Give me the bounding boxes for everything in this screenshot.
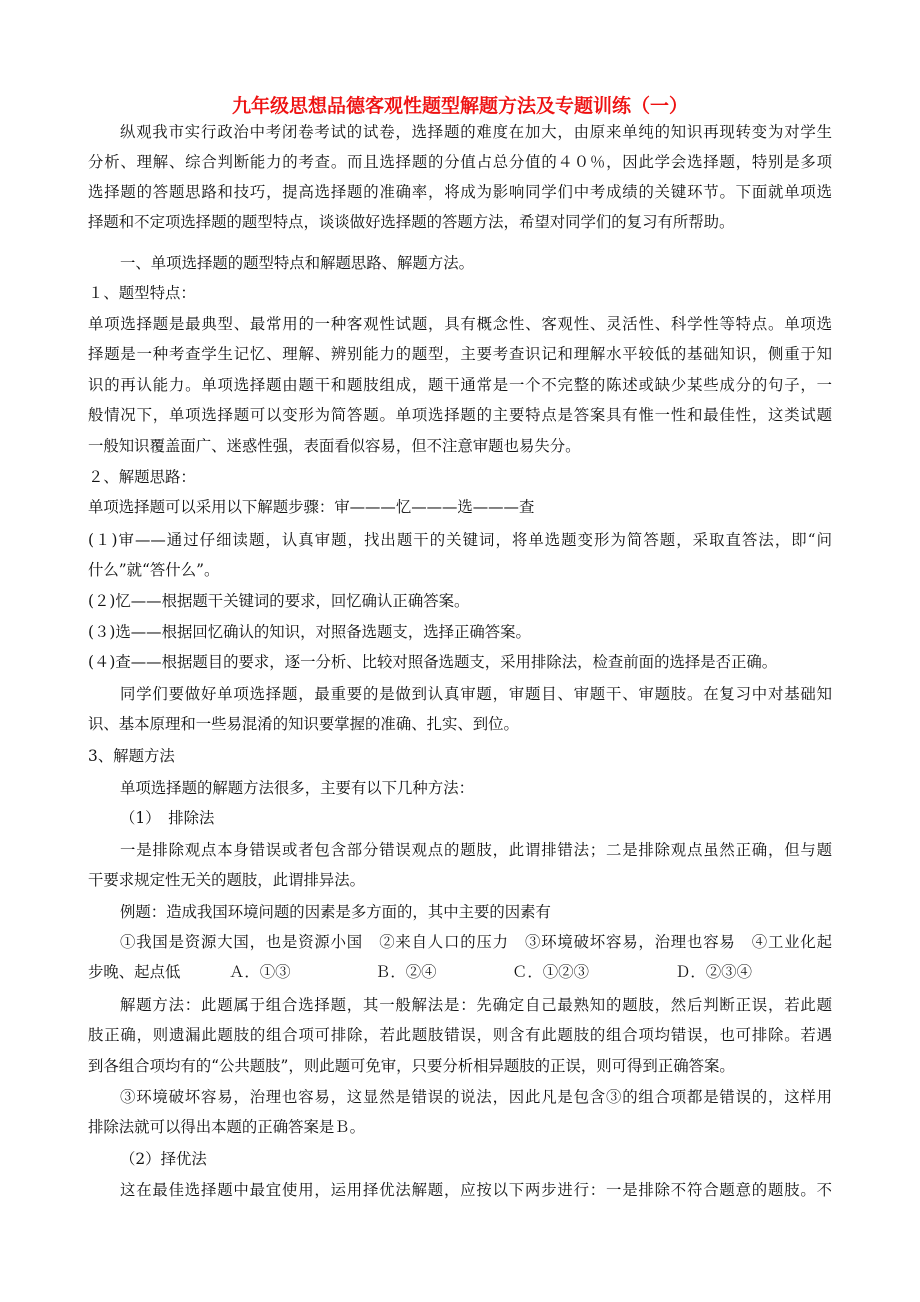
paragraph-line: 分析、理解、综合判断能力的考查。而且选择题的分值占总分值的４０％，因此学会选择题，特别是多项: [88, 153, 832, 171]
paragraph-line: 择题和不定项选择题的题型特点，谈谈做好选择题的答题方法，希望对同学们的复习有所帮助。: [88, 213, 735, 231]
option-b: Ｂ．②④: [375, 963, 437, 981]
option-c: Ｃ．①②③: [512, 963, 589, 981]
example-statements: 步晚、起点低: [88, 963, 181, 981]
paragraph-line: ③环境破坏容易，治理也容易，这显然是错误的说法，因此凡是包含③的组合项都是错误的，这样用: [120, 1088, 832, 1106]
paragraph-line: 单项选择题是最典型、最常用的一种客观性试题，具有概念性、客观性、灵活性、科学性等特点。单项选: [88, 315, 832, 333]
option-d: Ｄ．②③④: [675, 963, 752, 981]
paragraph-line: 一般知识覆盖面广、迷惑性强，表面看似容易，但不注意审题也易失分。: [88, 437, 581, 455]
paragraph-line: 干要求规定性无关的题肢，此谓排异法。: [88, 871, 366, 889]
paragraph-line: 排除法就可以得出本题的正确答案是Ｂ。: [88, 1118, 366, 1136]
paragraph-line: 选择题的答题思路和技巧，提高选择题的准确率，将成为影响同学们中考成绩的关键环节。下面就单项选: [88, 183, 832, 201]
paragraph-line: 识的再认能力。单项选择题由题干和题肢组成，题干通常是一个不完整的陈述或缺少某些成分的句子，一: [88, 376, 832, 394]
paragraph-line: (４)查——根据题目的要求，逐一分析、比较对照备选题支，采用排除法，检查前面的选择是否正确。: [88, 653, 778, 671]
paragraph-line: (３)选——根据回忆确认的知识，对照备选题支，选择正确答案。: [88, 623, 531, 641]
subsection-heading: ２、解题思路：: [88, 468, 196, 486]
paragraph-line: 单项选择题的解题方法很多，主要有以下几种方法：: [120, 779, 474, 797]
paragraph-line: 同学们要做好单项选择题，最重要的是做到认真审题，审题目、审题干、审题肢。在复习中对基础知: [120, 685, 832, 703]
paragraph-line: 解题方法：此题属于组合选择题，其一般解法是：先确定自己最熟知的题肢，然后判断正误，若此题: [120, 996, 832, 1014]
paragraph-line: 单项选择题可以采用以下解题步骤：审———忆———选———查: [88, 498, 535, 516]
option-a: Ａ．①③: [229, 963, 291, 981]
method-heading: （1） 排除法: [120, 809, 215, 827]
example-question: 例题：造成我国环境问题的因素是多方面的，其中主要的因素有: [120, 903, 551, 921]
document-title: 九年级思想品德客观性题型解题方法及专题训练（一）: [231, 95, 688, 117]
method-heading: （2）择优法: [120, 1150, 207, 1168]
paragraph-line: 择题是一种考查学生记忆、理解、辨别能力的题型，主要考查识记和理解水平较低的基础知识，侧重于知: [88, 345, 832, 363]
example-statements: ①我国是资源大国，也是资源小国 ②来自人口的压力 ③环境破坏容易，治理也容易 ④工业化起: [120, 933, 832, 951]
paragraph-line: 识、基本原理和一些易混淆的知识要掌握的准确、扎实、到位。: [88, 715, 519, 733]
paragraph-line: 般情况下，单项选择题可以变形为简答题。单项选择题的主要特点是答案具有惟一性和最佳性，这类试题: [88, 406, 832, 424]
subsection-heading: １、题型特点：: [88, 284, 196, 302]
paragraph-line: 这在最佳选择题中最宜使用，运用择优法解题，应按以下两步进行：一是排除不符合题意的题肢。不: [120, 1181, 832, 1199]
subsection-heading: 3、解题方法: [88, 747, 175, 765]
paragraph-line: 到各组合项均有的“公共题肢”，则此题可免审，只要分析相异题肢的正误，则可得到正确答案。: [88, 1057, 735, 1075]
paragraph-line: 纵观我市实行政治中考闭卷考试的试卷，选择题的难度在加大，由原来单纯的知识再现转变为对学生: [120, 123, 832, 141]
paragraph-line: (２)忆——根据题干关键词的要求，回忆确认正确答案。: [88, 592, 470, 610]
paragraph-line: 什么”就“答什么”。: [88, 561, 220, 579]
section-heading: 一、单项选择题的题型特点和解题思路、解题方法。: [120, 254, 474, 272]
paragraph-line: 肢正确，则遗漏此题肢的组合项可排除，若此题肢错误，则含有此题肢的组合项均错误，也可排除。若遇: [88, 1026, 832, 1044]
paragraph-line: (１)审——通过仔细读题，认真审题，找出题干的关键词，将单选题变形为简答题，采取直答法，即“问: [88, 531, 832, 549]
paragraph-line: 一是排除观点本身错误或者包含部分错误观点的题肢，此谓排错法；二是排除观点虽然正确，但与题: [120, 841, 832, 859]
